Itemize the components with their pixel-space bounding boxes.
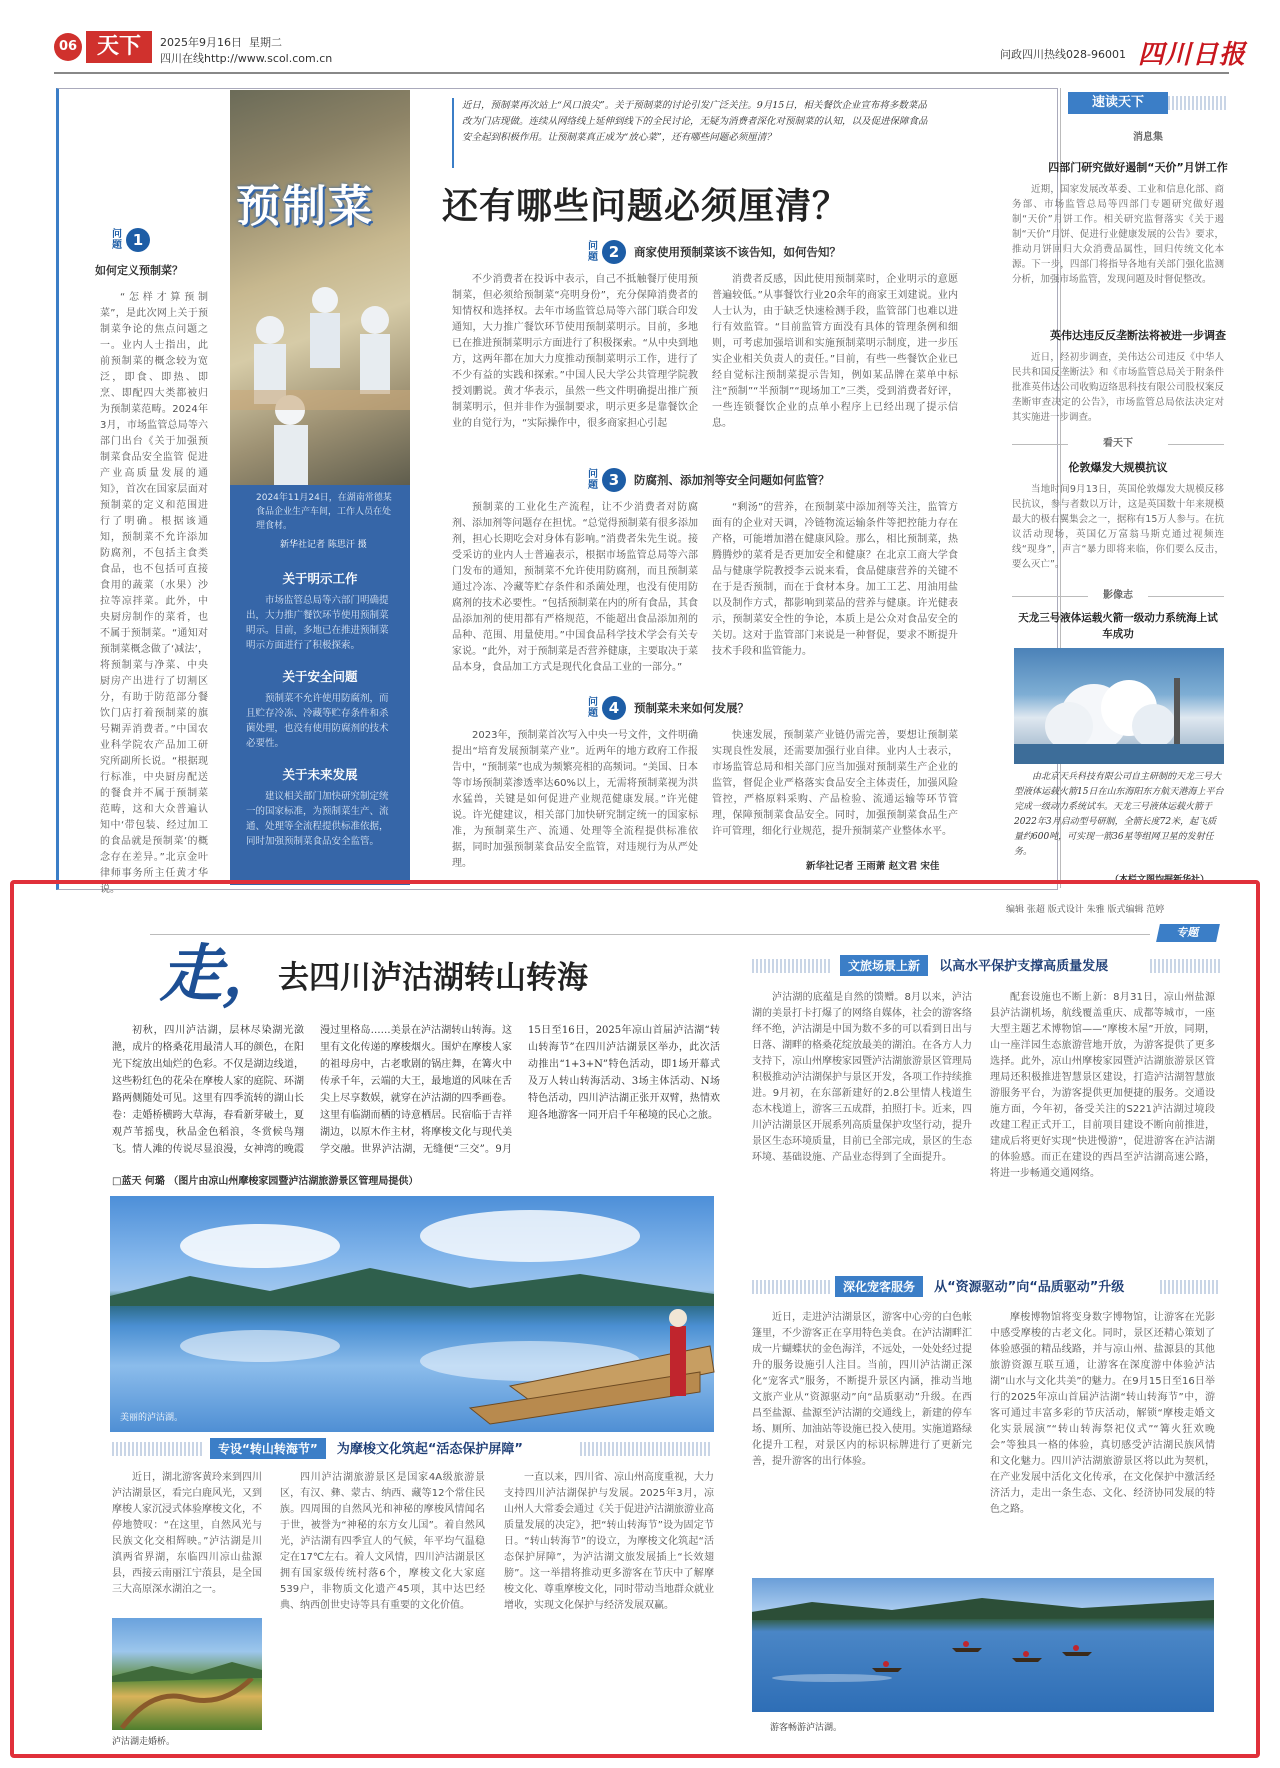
q1-heading [112,228,150,252]
section-a-header [840,955,1108,976]
section-b-title: 从“资源驱动”向“品质驱动”升级 [934,1280,1125,1295]
section-stripe [1150,959,1220,973]
q1-number: 1 [126,228,150,252]
sidebar-title: 速读天下 [1068,92,1168,114]
lake-photo [110,1196,714,1432]
photo-caption: 2024年11月24日，在湖南常德某食品企业生产车间，工作人员在处理食材。 [256,493,392,531]
boats-illustration [752,1578,1214,1712]
special-reporter: □蓝天 何璐 （图片由凉山州摩梭家园暨泸沽湖旅游景区管理局提供） [112,1176,419,1187]
section-b-text-1: 近日，走进泸沽湖景区，游客中心旁的白色帐篷里，不少游客正在享用特色美食。在泸沽湖畔汇成一片蝴蝶状的金色海洋，不远处，一处处经过提升的服务设施引人注目。当前，四川泸沽湖正深化“宠客式”服务，不断提升景区内涵，推动当地文旅产业从“资源驱动”向“品质驱动”升级。在西昌至盐源、盐源至泸沽湖的交通线上，新建的停车场、厕所、加油站等设施已投入使用。实施道路绿化提升工程，对景区内的标识标牌进行了更新完善，提升游客的出行体验。 [752,1312,972,1467]
section-c-header [210,1438,523,1459]
q2-title: 商家使用预制菜该不该告知，如何告知？ [634,245,841,259]
panel-body: 市场监管总局等六部门明确提出，大力推广餐饮环节使用预制菜明示。目前，多地已在推进预制菜明示方面进行了积极探索。 [246,595,389,651]
section-a-title: 以高水平保护支撑高质量发展 [939,959,1109,974]
q4-number: 4 [602,696,626,720]
special-headline: 去四川泸沽湖转山转海 [278,960,588,996]
site-url[interactable]: 四川在线http://www.scol.com.cn [160,52,333,65]
facts-panel [230,485,410,885]
q3-number: 3 [602,468,626,492]
feature-photo-text: 预制菜 [236,181,374,232]
section-c-text-3: 一直以来，四川省、凉山州高度重视，大力支持四川泸沽湖保护与发展。2025年3月，凉山州人大常委会通过《关于促进泸沽湖旅游业高质量发展的决定》，把“转山转海节”设为固定节日。“转山转海节”的设立，为摩梭文化筑起“活态保护屏障”，为泸沽湖文旅发展插上“长效翅膀”。这一举措将推动更多游客在节庆中了解摩梭文化、尊重摩梭文化，同时带动当地群众就业增收，实现文化保护与经济发展双赢。 [504,1472,714,1611]
section-label: 天下 [86,31,152,63]
boats-photo [752,1578,1214,1712]
special-tag: 专题 [1156,924,1220,942]
q2-text-right: 消费者反感，因此使用预制菜时，企业明示的意愿普遍较低。”从事餐饮行业20余年的商家王刘建说。业内人士认为，由于缺乏快速检测手段，监管部门也难以进行有效监管。“目前监管方面没有具体的管理条例和细则，可考虑加强培训和实施预制菜明示制度，进一步压实企业相关负责人的责任。”目前，有些一些餐饮企业已经自觉标注预制菜提示告知，例如某品牌在菜单中标注“预制”“半预制”“现场加工”三类，受到消费者好评，一些连锁餐饮企业的点单小程序上已经出现了提示信息。 [712,274,958,429]
panel-heading: 关于未来发展 [282,767,358,782]
section-c-text-1: 近日，湖北游客黄玲来到四川泸沽湖景区，看完白鹿风光，又到摩梭人家沉浸式体验摩梭文化，不停地赞叹：“在这里，自然风光与民族文化交相辉映。”泸沽湖是川滇两省界湖，东临四川凉山盐源县，西接云南丽江宁蒗县，是全国三大高原深水湖泊之一。 [112,1472,262,1595]
q1-title: 如何定义预制菜？ [95,264,183,277]
q2-heading [588,240,841,264]
photo-caption: 由北京天兵科技有限公司自主研制的天龙三号大型液体运载火箭15日在山东海阳东方航天港海上平台完成一级动力系统试车。天龙三号液体运载火箭于2022年3月启动型号研制，全箭长度72米，起飞质量约600吨，可实现一箭36星等组网卫星的发射任务。 [1014,772,1224,857]
feature-col1-text: “怎样才算预制菜”，是此次网上关于预制菜争论的焦点问题之一。业内人士指出，此前预制菜的概念较为宽泛，即食、即热、即烹、即配四大类都被归为预制菜范畴。2024年3月，市场监管总局等六部门出台《关于加强预制菜食品安全监管 促进产业高质量发展的通知》，首次在国家层面对预制菜的定义和范围进行了明确。根据该通知，预制菜不允许添加防腐剂，不包括主食类食品，也不包括可直接食用的蔬菜（水果）沙拉等凉拌菜。此外，中央厨房制作的菜肴，也不属于预制菜。“通知对预制菜概念做了‘减法’，将预制菜与净菜、中央厨房产出进行了切割区分，有助于防范部分餐饮门店打着预制菜的旗号糊弄消费者。”中国农业科学院农产品加工研究所副所长说。“根据现行标准，中央厨房配送的餐食并不属于预制菜范畴，这和大众普遍认知中‘带包装、经过加工的食品就是预制菜’的概念存在差异。”北京金叶律师事务所主任黄才华说。 [100,292,208,895]
issue-date: 2025年9月16日 星期二 [160,36,282,49]
photo-caption: 泸沽湖走婚桥。 [112,1737,176,1747]
feature-byline: 新华社记者 王雨萧 赵文君 宋佳 [806,861,940,872]
q4-text-left: 2023年，预制菜首次写入中央一号文件，文件明确提出“培育发展预制菜产业”。近两年的地方政府工作报告中，“预制菜”也成为频繁亮相的高频词。“美国、日本等市场预制菜渗透率达60%以上，无需将预制菜视为洪水猛兽，关键是如何促进产业规范健康发展。”许光健说。许光健建议，相关部门加快研究制定统一的国家标准，为预制菜生产、流通、处理等全流程提供标准依据，同时加强预制菜食品安全监管，对违规行为从严处理。 [452,730,698,869]
header-rule [54,72,1229,74]
section-b-header [835,1276,1124,1297]
masthead-logo: 四川日报 [1138,40,1247,70]
q-tag: 问题 [588,697,598,719]
feature-photo [230,90,410,485]
q4-title: 预制菜未来如何发展？ [634,701,749,715]
sidebar-credit: （本栏文图均据新华社） [1110,875,1210,885]
sidebar-sub-heading: 消息集 [1133,132,1163,143]
q3-heading [588,468,830,492]
section-stripe [752,1280,832,1294]
sidebar-item-title: 四部门研究做好遏制“天价”月饼工作 [1048,161,1228,174]
smoke-illustration [1014,648,1224,764]
section-a-text-1: 泸沽湖的底蕴是自然的馈赠。8月以来，泸沽湖的美景打卡打爆了的网络自媒体，社会的游客络绎不绝，泸沽湖是中国为数不多的可以看到日出与日落、湖畔的格桑花绽放最美的湖泊。在各方人力支持下，凉山州摩梭家园暨泸沽湖旅游景区管理局积极推动泸沽湖保护与景区开发，各项工作持续推进。9月初，在东部新建好的2.8公里情人栈道生态木栈道上，游客三五成群，拍照打卡。近来，四川泸沽湖景区开展系列高质量保护攻坚行动，提升景区生态环境质量，目前已全部完成，景区的生态环境、基础设施、产品业态得到了全面提升。 [752,992,972,1163]
section-stripe [580,1442,710,1456]
sidebar-item-title: 天龙三号液体运载火箭一级动力系统海上试车成功 [1018,612,1218,640]
sidebar-item-title: 伦敦爆发大规模抗议 [1068,461,1168,474]
q4-heading [588,696,749,720]
q-tag: 问题 [112,229,122,251]
section-c-text-2: 四川泸沽湖旅游景区是国家4A级旅游景区，有汉、彝、蒙古、纳西、藏等12个常住民族。四周围的自然风光和神秘的摩梭风情闻名于世，被誉为“神秘的东方女儿国”。着自然风光，泸沽湖有四季宜人的气候，年平均气温稳定在17℃左右。着人文风情，四川泸沽湖景区拥有国家级传统村落6个，摩梭文化大家庭539户，非物质文化遗产45项，其中达巴经典、纳西创世史诗等具有重要的文化价值。 [280,1472,485,1611]
panel-heading: 关于明示工作 [282,571,358,586]
sidebar-item-title: 英伟达违反反垄断法将被进一步调查 [1050,329,1226,342]
section-b-text-2: 摩梭博物馆将变身数字博物馆，让游客在光影中感受摩梭的古老文化。同时，景区还精心策划了体验感强的精品线路，并与凉山州、盐源县的其他旅游资源互联互通，让游客在深度游中体验泸沽湖“山水与文化共美”的魅力。在9月15日至16日举行的2025年凉山首届泸沽湖“转山转海节”中，游客可通过丰富多彩的节庆活动，解锁“摩梭走婚文化实景展演”“转山转海祭祀仪式”“篝火狂欢晚会”等独具一格的体验，真切感受泸沽湖民族风情和文化魅力。四川泸沽湖旅游景区将以此为契机，在产业发展中活化文化传承，在文化保护中激活经济活力，走出一条生态、文化、经济协同发展的特色之路。 [990,1312,1215,1515]
page-header [0,0,1280,80]
photo-credit: 新华社记者 陈思汗 摄 [280,540,367,550]
panel-heading: 关于安全问题 [282,669,358,684]
bridge-photo [112,1618,262,1730]
section-stripe [112,1442,202,1456]
section-c-chip: 专设“转山转海节” [210,1438,326,1459]
sidebar-item-body: 近日，经初步调查，美伟达公司违反《中华人民共和国反垄断法》和《市场监管总局关于附条件批准英伟达公司收购迈络思科技有限公司股权案反垄断审查决定的公告》，市场监管总局依法决定对其实施进一步调查。 [1012,352,1224,423]
section-a-text-2: 配套设施也不断上新：8月31日，凉山州盐源县泸沽湖机场，航线覆盖重庆、成都等城市，一座大型主题艺术博物馆——“摩梭木屋”开放，同期，山一座洋园生态旅游营地开放，为游客提供了更多选择。此外，凉山州摩梭家园暨泸沽湖旅游景区管理局还积极推进智慧景区建设，打造泸沽湖智慧旅游服务平台，为游客提供更加便捷的服务。交通设施方面，今年初，备受关注的S221泸沽湖过境段改建工程正式开工，目前项目建设不断向前推进，建成后将更好实现“快进慢游”，促进游客在泸沽湖的体验感。而正在建设的西昌至泸沽湖高速公路，将进一步畅通交通网络。 [990,992,1215,1179]
page-number-badge: 06 [54,33,82,61]
workers-illustration [230,90,410,485]
bridge-illustration [112,1618,262,1730]
hotline: 问政四川热线028-96001 [1000,48,1126,61]
q4-text-right: 快速发展，预制菜产业链仍需完善，要想让预制菜实现良性发展，还需要加强行业自律。业内人士表示，市场监管总局和相关部门应当加强对预制菜生产企业的监管，督促企业严格落实食品安全主体责任，加强风险管控，严格原料采购、产品检验、流通运输等环节管理，保障预制菜食品安全。同时，加强预制菜食品生产许可管理，细化行业规范，提升预制菜产业整体水平。 [712,730,958,837]
q-tag: 问题 [588,469,598,491]
sidebar-item-body: 近期，国家发展改革委、工业和信息化部、商务部、市场监管总局等四部门专题研究做好遏制“天价”月饼工作。相关研究监督落实《关于遏制“天价”月饼、促进行业健康发展的公告》要求，推动月饼回归大众消费品属性，回归传统文化本源。下一步，四部门将指导各地有关部门强化监测分析，加强市场监管，发现问题及时督促整改。 [1012,184,1224,285]
q2-number: 2 [602,240,626,264]
sidebar-sub-heading: 看天下 [1068,436,1168,452]
panel-body: 建议相关部门加快研究制定统一的国家标准，为预制菜生产、流通、处理等全流程提供标准依据，同时加强预制菜食品安全监管。 [246,791,389,847]
q3-title: 防腐剂、添加剂等安全问题如何监管？ [634,473,830,487]
special-intro: 初秋，四川泸沽湖，层林尽染湖光潋滟，成片的格桑花用最清人耳的颜色，在阳光下绽放出灿烂的色彩。不仅是湖边线道，这些粉红色的花朵在摩梭人家的庭院、环湖路两侧随处可见。这里有四季流转的湖山长卷：走婚桥横跨大草海，春看新芽破土，夏观芦苇摇曳，秋品金色稻浪，冬赏候鸟翔飞。情人滩的传说尽显浪漫，女神湾的晚霞漫过里格岛……美景在泸沽湖转山转海。这里有文化传递的摩梭烟火。围炉在摩梭人家的祖母房中，古老歌剧的锅庄舞，在篝火中传承千年，云端的大王，最地道的风味在舌尖上尽享数娱，就穿在泸沽湖的四季画卷。这里有临湖而栖的诗意栖居。民宿临于吉祥湖边，以原木作主材，将摩梭文化与现代美学交融。世界泸沽湖，无缝便“三交”。9月15日至16日，2025年凉山首届泸沽湖“转山转海节”在四川泸沽湖景区举办，此次活动推出“1+3+N”特色活动，即1场开幕式及万人转山转海活动、3场主体活动、N场特色活动，四川泸沽湖正张开双臂，热情欢迎各地游客一同开启千年秘境的民心之旅。 [112,1025,720,1155]
q3-text-right: “剩汤”的营养，在预制菜中添加剂等关注，监管方面有的企业对天调，冷链物流运输条件等把控能力存在产格，可能增加潜在健康风险。那么，相比预制菜，热腾腾炒的菜肴是否更加安全和健康？在北京工商大学食品与健康学院教授李云说来看，食品健康营养的关键不在于是否预制，而在于食材本身。加工工艺、用油用盐以及制作方式，都影响到菜品的营养与健康。许光健表示，预制菜安全性的争论，本质上是公众对食品安全的关切。这对于监管部门来说是一种督促，要求不断提升技术手段和监管能力。 [712,502,958,657]
q2-text-left: 不少消费者在投诉中表示，自己不抵触餐厅使用预制菜，但必须给预制菜“亮明身份”，充分保障消费者的知情权和选择权。去年市场监管总局等六部门联合印发通知，大力推广餐饮环节使用预制菜明示。目前，多地已在推进预制菜明示方面进行了积极探索。“从中央到地方，这两年都在加大力度推动预制菜明示工作，进行了不少有益的实践和探索。”中国人民大学公共管理学院教授刘鹏说。黄才华表示，虽然一些文件明确提出推广预制菜明示，但并非作为强制要求，明示更多是靠餐饮企业的自觉行为，“实际操作中，很多商家担心引起 [452,274,698,429]
lake-landscape-illustration [110,1196,714,1432]
section-c-title: 为摩梭文化筑起“活态保护屏障” [336,1442,523,1457]
photo-caption: 美丽的泸沽湖。 [120,1413,184,1423]
special-top-rule [150,934,1150,935]
section-stripe [752,959,832,973]
section-a-chip: 文旅场景上新 [840,955,928,976]
sidebar-sub-heading: 影像志 [1088,588,1148,604]
sidebar-item-body: 当地时间9月13日，英国伦敦爆发大规模反移民抗议，参与者数以万计，这是英国数十年来规模最大的极右翼集会之一，据称有15万人参与。在抗议活动现场，英国亿万富翁马斯克通过视频连线“现身”，声言“暴力即将来临，你们要么反击，要么灭亡”。 [1012,484,1224,570]
feature-headline: 还有哪些问题必须厘清？ [442,185,850,227]
q-tag: 问题 [588,241,598,263]
panel-sections [230,555,410,849]
section-b-chip: 深化宠客服务 [835,1276,923,1297]
special-big-char: 走， [160,937,285,1010]
rocket-test-photo [1014,648,1224,764]
q3-text-left: 预制菜的工业化生产流程，让不少消费者对防腐剂、添加剂等问题存在担忧。“总觉得预制菜有很多添加剂，担心长期吃会对身体有影响。”消费者朱先生说。接受采访的业内人士普遍表示，根据市场监管总局等六部门发布的通知，预制菜不允许使用防腐剂，而且预制菜通过冷冻、冷藏等贮存条件和杀菌处理，也没有使用防腐剂的技术必要性。“包括预制菜在内的所有食品，其食品添加剂的使用都有严格规范，不能超出食品添加剂的品种、范围、用量使用。”中国食品科学技术学会有关专家说。“此外，对于预制菜是否营养健康，主要取决于菜品本身，食品加工方式是现代化食品工业的一部分。” [452,502,698,673]
section-stripe [1160,1280,1220,1294]
feature-intro: 近日，预制菜再次站上“风口浪尖”。关于预制菜的讨论引发广泛关注。9月15日，相关餐饮企业宣布将多数菜品改为门店现做。连续从网络线上延伸到线下的全民讨论，无疑为消费者深化对预制菜的认知，以及促进保障食品安全起到积极作用。让预制菜真正成为“放心菜”，还有哪些问题必须厘清？ [452,98,932,168]
page-credits: 编辑 张超 版式设计 朱雅 版式编辑 范婷 [1006,905,1165,915]
panel-body: 预制菜不允许使用防腐剂，而且贮存冷冻、冷藏等贮存条件和杀菌处理，也没有使用防腐剂的技术必要性。 [246,693,389,749]
photo-caption: 游客畅游泸沽湖。 [770,1723,843,1733]
sidebar-title-stripe [1168,96,1228,110]
